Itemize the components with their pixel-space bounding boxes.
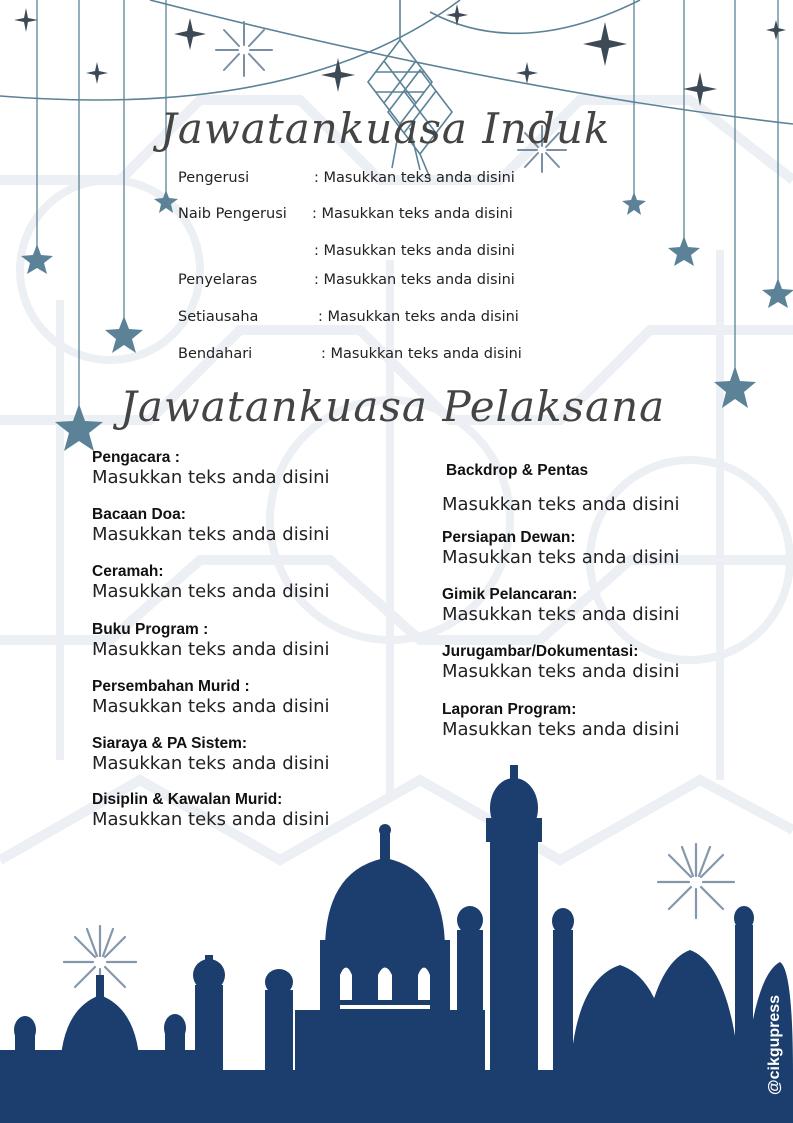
induk-label: Naib Pengerusi: [178, 206, 287, 222]
induk-label: Setiausaha: [178, 309, 259, 325]
pelaksana-value: Masukkan teks anda disini: [442, 604, 680, 625]
pelaksana-heading: Jurugambar/Dokumentasi:: [442, 643, 639, 660]
induk-label: Penyelaras: [178, 272, 258, 288]
pelaksana-item: [92, 734, 422, 775]
pelaksana-heading: Persiapan Dewan:: [442, 529, 576, 546]
induk-title: Jawatankuasa Induk: [160, 104, 611, 153]
pelaksana-value: Masukkan teks anda disini: [92, 753, 330, 774]
pelaksana-heading: Siaraya & PA Sistem:: [92, 735, 248, 752]
pelaksana-heading: Bacaan Doa:: [92, 506, 186, 523]
pelaksana-item: [92, 448, 422, 489]
pelaksana-heading: Ceramah:: [92, 563, 164, 580]
induk-label: Pengerusi: [178, 170, 250, 186]
pelaksana-item: [92, 562, 422, 603]
pelaksana-item: [92, 620, 422, 661]
induk-value: : Masukkan teks anda disini: [314, 170, 515, 186]
induk-value: : Masukkan teks anda disini: [318, 309, 519, 325]
pelaksana-heading: Disiplin & Kawalan Murid:: [92, 791, 283, 808]
pelaksana-value: Masukkan teks anda disini: [442, 547, 680, 568]
pelaksana-heading: Backdrop & Pentas: [446, 462, 589, 479]
pelaksana-value: Masukkan teks anda disini: [442, 661, 680, 682]
pelaksana-item: [92, 790, 422, 831]
credit-watermark: @cikgupress: [766, 994, 783, 1095]
pelaksana-item: [442, 461, 772, 516]
pelaksana-item: [442, 700, 772, 741]
pelaksana-item: [92, 505, 422, 546]
induk-value: : Masukkan teks anda disini: [314, 272, 515, 288]
pelaksana-heading: Buku Program :: [92, 621, 209, 638]
pelaksana-item: [442, 585, 772, 626]
pelaksana-heading: Laporan Program:: [442, 701, 577, 718]
pelaksana-item: [92, 677, 422, 718]
pelaksana-value: Masukkan teks anda disini: [92, 809, 330, 830]
pelaksana-heading: Pengacara :: [92, 449, 180, 466]
pelaksana-title: Jawatankuasa Pelaksana: [120, 382, 666, 431]
pelaksana-value: Masukkan teks anda disini: [92, 639, 330, 660]
induk-value: : Masukkan teks anda disini: [321, 346, 522, 362]
pelaksana-value: Masukkan teks anda disini: [92, 524, 330, 545]
pelaksana-value: Masukkan teks anda disini: [92, 581, 330, 602]
induk-label: Bendahari: [178, 346, 253, 362]
pelaksana-value: Masukkan teks anda disini: [442, 494, 680, 515]
pelaksana-value: Masukkan teks anda disini: [92, 467, 330, 488]
pelaksana-item: [442, 528, 772, 569]
pelaksana-value: Masukkan teks anda disini: [92, 696, 330, 717]
pelaksana-value: Masukkan teks anda disini: [442, 719, 680, 740]
induk-value: : Masukkan teks anda disini: [314, 243, 515, 259]
induk-value: : Masukkan teks anda disini: [312, 206, 513, 222]
pelaksana-heading: Gimik Pelancaran:: [442, 586, 578, 603]
pelaksana-item: [442, 642, 772, 683]
pelaksana-heading: Persembahan Murid :: [92, 678, 250, 695]
